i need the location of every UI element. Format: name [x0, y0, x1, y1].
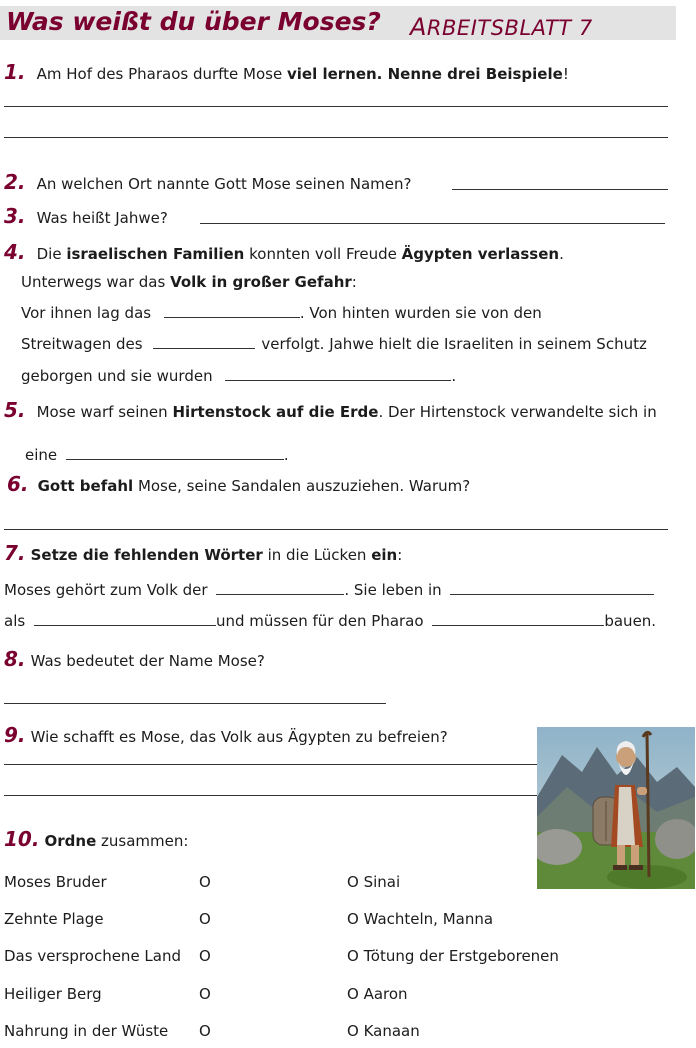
match-circle-5[interactable]: O — [199, 1022, 211, 1040]
question-9: 9. Wie schafft es Mose, das Volk aus Ägypten zu befreien? — [4, 723, 448, 747]
blank-4b[interactable] — [153, 334, 255, 349]
match-circle-4[interactable]: O — [199, 985, 211, 1003]
match-left-5: Nahrung in der Wüste — [4, 1022, 169, 1040]
answer-line-9b[interactable] — [4, 795, 540, 796]
question-8: 8. Was bedeutet der Name Mose? — [4, 647, 265, 671]
match-right-2[interactable]: O Wachteln, Manna — [347, 910, 494, 928]
blank-7c[interactable] — [34, 611, 216, 626]
question-4: 4. Die israelischen Familien konnten voll Freude Ägypten verlassen. — [4, 240, 564, 264]
question-6: 6. Gott befahl Mose, seine Sandalen auszuziehen. Warum? — [7, 472, 471, 496]
match-left-1: Moses Bruder — [4, 873, 107, 891]
answer-line-1b[interactable] — [4, 137, 668, 138]
question-2: 2. An welchen Ort nannte Gott Mose seinen Namen? — [4, 170, 412, 194]
question-4-line-4: Streitwagen des verfolgt. Jahwe hielt die Israeliten in seinem Schutz — [21, 335, 647, 353]
answer-line-2[interactable] — [452, 189, 668, 190]
blank-7d[interactable] — [432, 611, 604, 626]
question-4-line-3: Vor ihnen lag das . Von hinten wurden sie von den — [21, 304, 542, 322]
question-1: 1. Am Hof des Pharaos durfte Mose viel lernen. Nenne drei Beispiele! — [4, 60, 569, 84]
match-circle-1[interactable]: O — [199, 873, 211, 891]
worksheet-title: Was weißt du über Moses? — [6, 7, 381, 36]
worksheet-number: ARBEITSBLATT 7 — [410, 13, 593, 41]
question-5-line-2: eine . — [25, 446, 289, 464]
question-7-line-1: Moses gehört zum Volk der . Sie leben in — [4, 580, 654, 599]
answer-line-3[interactable] — [200, 223, 665, 224]
match-right-4[interactable]: O Aaron — [347, 985, 408, 1003]
answer-line-9a[interactable] — [4, 764, 540, 765]
question-3: 3. Was heißt Jahwe? — [4, 204, 168, 228]
question-7: 7. Setze die fehlenden Wörter in die Lücken ein: — [4, 541, 403, 565]
question-4-line-5: geborgen und sie wurden . — [21, 367, 457, 385]
match-left-2: Zehnte Plage — [4, 910, 104, 928]
blank-5[interactable] — [66, 445, 284, 460]
match-circle-3[interactable]: O — [199, 947, 211, 965]
moses-illustration — [537, 727, 695, 889]
question-10: 10. Ordne zusammen: — [4, 827, 189, 851]
question-5: 5. Mose warf seinen Hirtenstock auf die Erde. Der Hirtenstock verwandelte sich in — [4, 398, 657, 422]
blank-4a[interactable] — [164, 303, 300, 318]
question-7-line-2: als und müssen für den Pharao bauen. — [4, 612, 657, 630]
answer-line-6[interactable] — [4, 529, 668, 530]
match-right-1[interactable]: O Sinai — [347, 873, 401, 891]
blank-4c[interactable] — [225, 366, 451, 381]
match-right-3[interactable]: O Tötung der Erstgeborenen — [347, 947, 559, 965]
match-right-5[interactable]: O Kanaan — [347, 1022, 420, 1040]
match-left-3: Das versprochene Land — [4, 947, 182, 965]
blank-7b[interactable] — [450, 580, 654, 595]
answer-line-1a[interactable] — [4, 106, 668, 107]
question-4-line-2: Unterwegs war das Volk in großer Gefahr: — [21, 273, 357, 291]
answer-line-8[interactable] — [4, 703, 386, 704]
match-circle-2[interactable]: O — [199, 910, 211, 928]
blank-7a[interactable] — [216, 580, 344, 595]
match-left-4: Heiliger Berg — [4, 985, 102, 1003]
